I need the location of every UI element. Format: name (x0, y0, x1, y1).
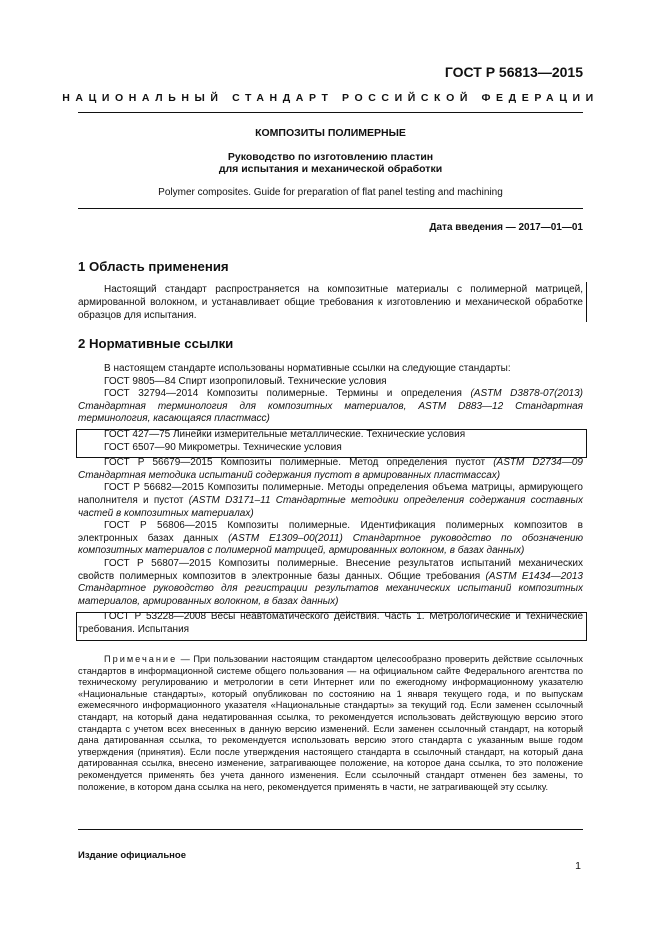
reference-item: ГОСТ Р 53228—2008 Весы неавтоматического действия. Часть 1. Метрологические и технические требования. Испытания (78, 611, 583, 635)
note-block: Примечание — При пользовании настоящим стандартом целесообразно проверить действие ссылочных стандартов в информационной системе общего пользования — на официальном сайте Федерального агентства по техническому регулированию и метрологии в сети Интернет или по ежегодному информационному указателю «Национальные стандарты», который опубликован по состоянию на 1 января текущего года, и по выпускам ежемесячного информационного указателя «Национальные стандарты» за текущий год. Если заменен ссылочный стандарт, на который дана недатированная ссылка, то рекомендуется использовать действующую версию этого стандарта с учетом всех внесенных в данную версию изменений. Если заменен ссылочный стандарт, на который дана датированная ссылка, то рекомендуется использовать версию этого стандарта с указанным выше годом утверждения (принятия). Если после утверждения настоящего стандарта в ссылочный стандарт, на который дана датированная ссылка, внесено изменение, затрагивающее положение, на которое дана ссылка, то это положение рекомендуется применять без учета данного изменения. Если ссылочный стандарт отменен без замены, то положение, в котором дана ссылка на него, рекомендуется применять в части, не затрагивающей эту ссылку. (78, 654, 583, 792)
edition-label: Издание официальное (78, 850, 186, 861)
title-rule (78, 208, 583, 209)
change-box-reference-53228 (76, 612, 587, 641)
reference-item: ГОСТ Р 56682—2015 Композиты полимерные. Методы определения объема матрицы, армирующего наполнителя и пустот (ASTM D3171–11 Стандартные методики определения содержания составных частей в композитных материалах) (78, 482, 583, 519)
subtitle-line-1: Руководство по изготовлению пластин (227, 151, 434, 163)
document-code: ГОСТ Р 56813—2015 (444, 64, 583, 80)
header-rule (78, 112, 583, 113)
section-2-heading: 2 Нормативные ссылки (78, 336, 234, 351)
introduction-date: Дата введения — 2017—01—01 (429, 222, 583, 233)
reference-item: ГОСТ Р 56806—2015 Композиты полимерные. Идентификация полимерных композитов в электронных базах данных (ASTM E1309–00(2011) Стандартное руководство по обозначению композитных материалов с полимерной матрицей, армированных волокном, в базах данных) (78, 520, 583, 557)
change-box-references (76, 429, 587, 458)
reference-item: ГОСТ 32794—2014 Композиты полимерные. Термины и определения (ASTM D3878-07(2013) Стандартная терминология для композитных материалов, ASTM D883—12 Стандартная терминология, касающаяся пластмасс) (78, 388, 584, 425)
change-bar (586, 282, 587, 322)
subtitle-line-2: для испытания и механической обработки (218, 163, 443, 175)
document-title: КОМПОЗИТЫ ПОЛИМЕРНЫЕ (255, 127, 406, 139)
references-list (78, 363, 583, 636)
note-label: Примечание (104, 654, 178, 664)
reference-item: ГОСТ 9805—84 Спирт изопропиловый. Технические условия (104, 375, 387, 387)
reference-item: ГОСТ 6507—90 Микрометры. Технические условия (104, 441, 342, 453)
section-1-heading: 1 Область применения (78, 259, 229, 274)
reference-item: ГОСТ Р 56807—2015 Композиты полимерные. Внесение результатов испытаний механических свойств полимерных композитов в электронные базы данных. Общие требования (ASTM E1434—2013 Стандартное руководство для регистрации результатов механических испытаний композитных материалов, армированных волокном, в базах данных) (78, 557, 583, 607)
references-intro: В настоящем стандарте использованы нормативные ссылки на следующие стандарты: (104, 363, 511, 374)
section-1-text (78, 283, 583, 322)
reference-item: ГОСТ Р 56679—2015 Композиты полимерные. Метод определения пустот (ASTM D2734—09 Стандартная методика испытаний содержания пустот в армированных пластмассах) (78, 457, 583, 481)
note-text: При пользовании настоящим стандартом целесообразно проверить действие ссылочных стандартов в информационной системе общего пользования — на официальном сайте Федерального агентства по техническому регулированию и метрологии в сети Интернет или по ежегодному информационному указателю «Национальные стандарты», который опубликован по состоянию на 1 января текущего года, и по выпускам ежемесячного информационного указателя «Национальные стандарты» за текущий год. Если заменен ссылочный стандарт, на который дана недатированная ссылка, то рекомендуется использовать действующую версию этого стандарта с учетом всех внесенных в данную версию изменений. Если заменен ссылочный стандарт, на который дана датированная ссылка, то рекомендуется использовать версию этого стандарта с указанным выше годом утверждения (принятия). Если после утверждения настоящего стандарта в ссылочный стандарт, на который дана датированная ссылка, внесено изменение, затрагивающее положение, на которое дана ссылка, то это положение рекомендуется применять без учета данного изменения. Если ссылочный стандарт отменен без замены, то положение, в котором дана ссылка на него, рекомендуется применять в части, не затрагивающей эту ссылку. (78, 654, 583, 792)
section-1-paragraph: Настоящий стандарт распространяется на композитные материалы с полимерной матрицей, армированной волокном, и устанавливает общие требования к изготовлению и механической обработке образцов для испытания. (78, 284, 583, 321)
english-title: Polymer composites. Guide for preparation of flat panel testing and machining (158, 187, 503, 198)
document-subtitle (78, 151, 583, 175)
footer-rule (78, 829, 583, 830)
national-standard-heading: НАЦИОНАЛЬНЫЙ СТАНДАРТ РОССИЙСКОЙ ФЕДЕРАЦИИ (62, 92, 599, 104)
reference-item: ГОСТ 427—75 Линейки измерительные металлические. Технические условия (104, 428, 466, 440)
page-number: 1 (575, 860, 581, 872)
